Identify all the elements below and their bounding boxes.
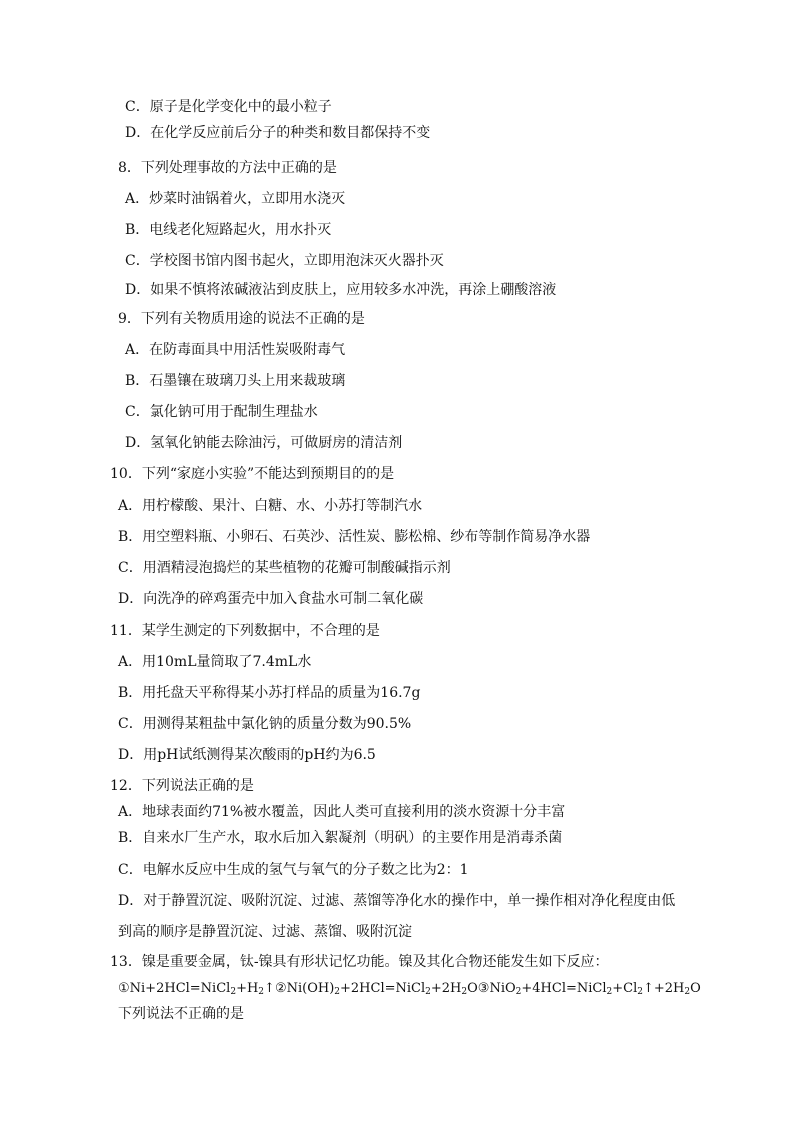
eq-part: ②Ni(OH) <box>274 981 335 996</box>
q13-stem: 13．镍是重要金属，钛-镍具有形状记忆功能。镍及其化合物还能发生如下反应： <box>110 954 609 970</box>
eq-part: +Cl <box>612 981 638 996</box>
q10-stem: 10．下列“家庭小实验”不能达到预期目的的是 <box>110 466 395 482</box>
q8-option-b: B．电线老化短路起火，用水扑灭 <box>125 222 332 238</box>
q8-stem: 8．下列处理事故的方法中正确的是 <box>118 160 337 176</box>
q7-option-c: C．原子是化学变化中的最小粒子 <box>125 99 332 115</box>
q8-option-c: C．学校图书馆内图书起火，立即用泡沫灭火器扑灭 <box>125 253 444 269</box>
eq-part: O <box>467 981 478 996</box>
q13-equations <box>118 980 701 1001</box>
q9-stem: 9．下列有关物质用途的说法不正确的是 <box>118 311 365 327</box>
q12-option-d-continued: 到高的顺序是静置沉淀、过滤、蒸馏、吸附沉淀 <box>118 924 412 940</box>
eq-part: +H <box>236 981 259 996</box>
eq-sub: 2 <box>230 987 237 997</box>
q8-option-a: A．炒菜时油锅着火，立即用水浇灭 <box>125 191 346 207</box>
q9-option-d: D．氢氧化钠能去除油污，可做厨房的清洁剂 <box>125 435 403 451</box>
eq-part: ↑ <box>264 981 275 996</box>
q10-option-b: B．用空塑料瓶、小卵石、石英沙、活性炭、膨松棉、纱布等制作简易净水器 <box>118 529 591 545</box>
q8-option-d: D．如果不慎将浓碱液沾到皮肤上，应用较多水冲洗，再涂上硼酸溶液 <box>125 282 557 298</box>
q12-option-c: C．电解水反应中生成的氢气与氧气的分子数之比为2：1 <box>118 862 469 878</box>
eq-sub: 2 <box>334 987 340 997</box>
q10-option-d: D．向洗净的碎鸡蛋壳中加入食盐水可制二氧化碳 <box>118 591 424 607</box>
q9-option-c: C．氯化钠可用于配制生理盐水 <box>125 404 318 420</box>
eq-sub: 2 <box>606 987 613 997</box>
eq-sub: 2 <box>684 987 691 997</box>
q7-option-d: D．在化学反应前后分子的种类和数目都保持不变 <box>125 125 431 141</box>
eq-part: +2HCl=NiCl <box>340 981 426 996</box>
q11-option-c: C．用测得某粗盐中氯化钠的质量分数为90.5% <box>118 716 412 732</box>
q12-option-b: B．自来水厂生产水，取水后加入絮凝剂（明矾）的主要作用是消毒杀菌 <box>118 830 563 846</box>
q9-option-b: B．石墨镶在玻璃刀头上用来裁玻璃 <box>125 373 346 389</box>
q12-option-d: D．对于静置沉淀、吸附沉淀、过滤、蒸馏等净化水的操作中，单一操作相对净化程度由低 <box>118 893 676 909</box>
eq-sub: 2 <box>637 987 643 997</box>
eq-part: ①Ni+2HCl=NiCl <box>118 981 231 996</box>
eq-part: +2H <box>430 981 462 996</box>
eq-part: ③NiO <box>477 981 516 996</box>
q10-option-c: C．用酒精浸泡捣烂的某些植物的花瓣可制酸碱指示剂 <box>118 560 451 576</box>
q11-stem: 11．某学生测定的下列数据中，不合理的是 <box>110 623 380 639</box>
q11-option-d: D．用pH试纸测得某次酸雨的pH约为6.5 <box>118 747 376 763</box>
eq-sub: 2 <box>425 987 431 997</box>
q12-option-a: A．地球表面约71%被水覆盖，因此人类可直接利用的淡水资源十分丰富 <box>118 804 566 820</box>
q10-option-a: A．用柠檬酸、果汁、白糖、水、小苏打等制汽水 <box>118 498 423 514</box>
q9-option-a: A．在防毒面具中用活性炭吸附毒气 <box>125 342 346 358</box>
eq-sub: 2 <box>258 987 265 997</box>
eq-sub: 2 <box>461 987 468 997</box>
eq-part: +4HCl=NiCl <box>521 981 607 996</box>
eq-part: ↑+2H <box>643 981 685 996</box>
eq-part: O <box>690 981 701 996</box>
q11-option-b: B．用托盘天平称得某小苏打样品的质量为16.7g <box>118 685 421 701</box>
q12-stem: 12．下列说法正确的是 <box>110 778 254 794</box>
eq-sub: 2 <box>515 987 522 997</box>
q11-option-a: A．用10mL量筒取了7.4mL水 <box>118 654 312 670</box>
q13-prompt: 下列说法不正确的是 <box>118 1006 244 1022</box>
